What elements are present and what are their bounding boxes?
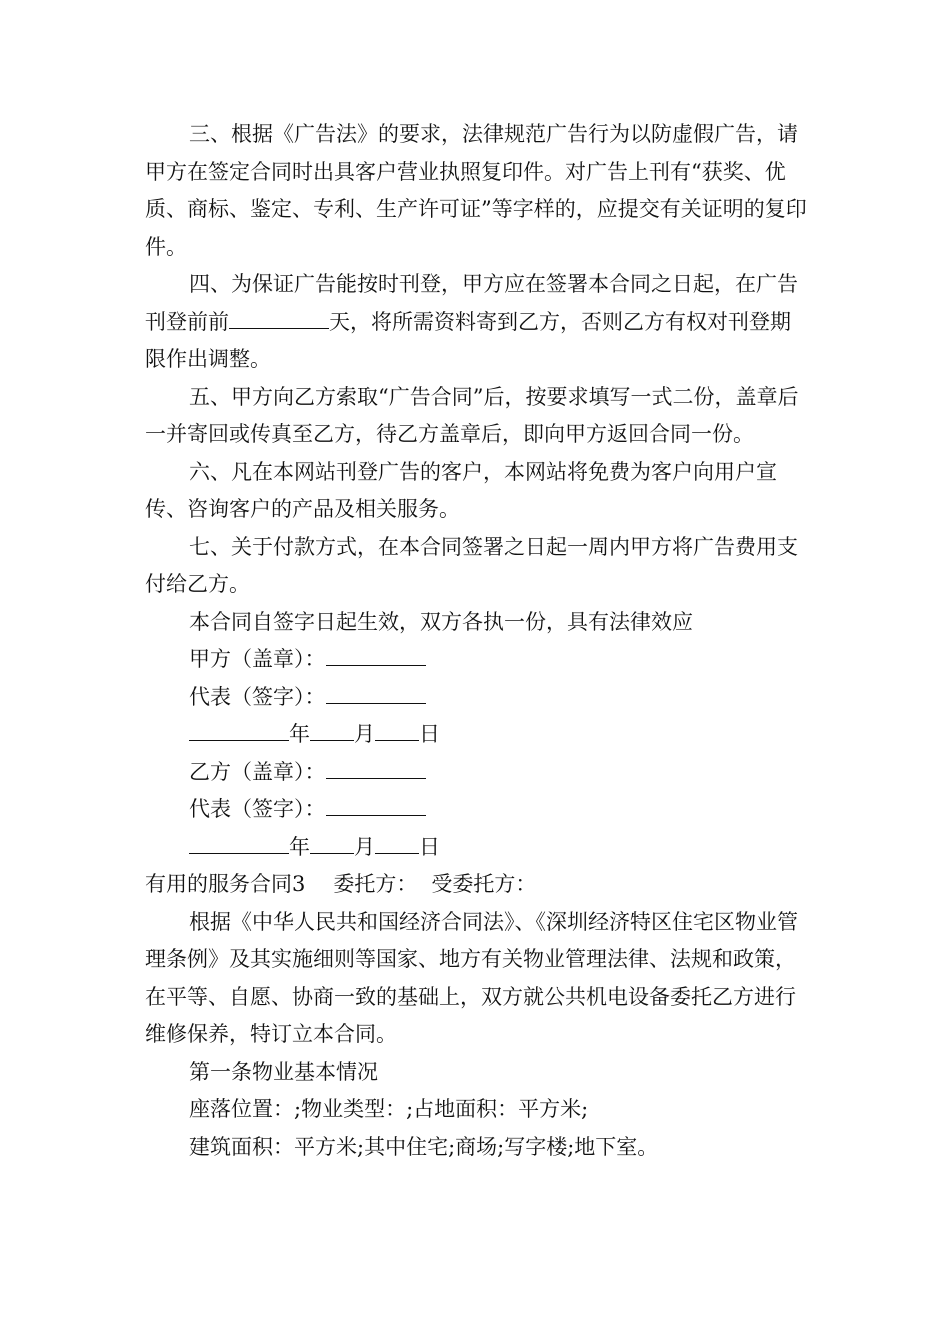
rep-a-sign-line	[145, 679, 810, 717]
days-blank	[229, 310, 329, 329]
paragraph-clause-4	[145, 266, 810, 379]
rep-b-label: 代表（签字）：	[189, 797, 326, 821]
contract-3-intro: 根据《中华人民共和国经济合同法》、《深圳经济特区住宅区物业管理条例》及其实施细则等国家、地方有关物业管理法律、法规和政策，在平等、自愿、协商一致的基础上，双方就公共机电设备委托乙方进行维修保养，特订立本合同。	[145, 909, 798, 1046]
year-a-blank	[189, 722, 289, 741]
rep-b-blank	[326, 797, 426, 816]
rep-b-sign-line	[145, 791, 810, 829]
building-area-line: 建筑面积：平方米;其中住宅;商场;写字楼;地下室。	[189, 1134, 659, 1159]
paragraph-clause-7: 七、关于付款方式，在本合同签署之日起一周内甲方将广告费用支付给乙方。	[145, 534, 798, 596]
rep-a-label: 代表（签字）：	[189, 684, 326, 709]
paragraph-clause-6: 六、凡在本网站刊登广告的客户，本网站将免费为客户向用户宣传、咨询客户的产品及相关服务。	[145, 459, 777, 521]
year-b-label: 年	[289, 834, 310, 859]
contractor-label: 受委托方：	[431, 872, 537, 896]
year-a-label: 年	[289, 722, 310, 746]
paragraph-clause-3: 三、根据《广告法》的要求，法律规范广告行为以防虚假广告，请甲方在签定合同时出具客户营业执照复印件。对广告上刊有“获奖、优质、商标、鉴定、专利、生产许可证”等字样的，应提交有关证明的复印件。	[145, 122, 807, 259]
party-b-label: 乙方（盖章）：	[189, 759, 326, 784]
date-a-line	[145, 716, 810, 754]
paragraph-clause-5: 五、甲方向乙方索取“广告合同”后，按要求填写一式二份，盖章后一并寄回或传真至乙方，待乙方盖章后，即向甲方返回合同一份。	[145, 384, 799, 446]
document-page	[145, 116, 810, 1166]
party-b-seal-line	[145, 754, 810, 792]
party-a-seal-line	[145, 641, 810, 679]
article-1-title: 第一条物业基本情况	[189, 1059, 378, 1084]
day-a-blank	[375, 722, 419, 741]
month-b-blank	[310, 835, 354, 854]
party-a-label: 甲方（盖章）：	[189, 647, 326, 671]
month-a-blank	[310, 722, 354, 741]
clause-4-text-before: 四、为保证广告能按时刊登，甲方应在签署本合同之日起，在广告刊登前前	[145, 272, 798, 334]
year-b-blank	[189, 835, 289, 854]
clause-4-text-after: 天，将所需资料寄到乙方，否则乙方有权对刊登期限作出调整。	[145, 309, 791, 371]
day-b-blank	[375, 835, 419, 854]
rep-a-blank	[326, 685, 426, 704]
contract-3-heading-line	[145, 866, 810, 904]
day-b-label: 日	[419, 834, 440, 859]
month-a-label: 月	[354, 722, 375, 746]
effect-statement: 本合同自签字日起生效，双方各执一份，具有法律效应	[189, 609, 693, 634]
day-a-label: 日	[419, 722, 440, 746]
month-b-label: 月	[354, 834, 375, 859]
location-line: 座落位置：;物业类型：;占地面积：平方米;	[189, 1097, 589, 1121]
client-label: 委托方：	[333, 872, 418, 896]
party-b-blank	[326, 760, 426, 779]
party-a-blank	[326, 647, 426, 666]
contract-3-title: 有用的服务合同3	[145, 872, 306, 896]
date-b-line	[145, 829, 810, 867]
